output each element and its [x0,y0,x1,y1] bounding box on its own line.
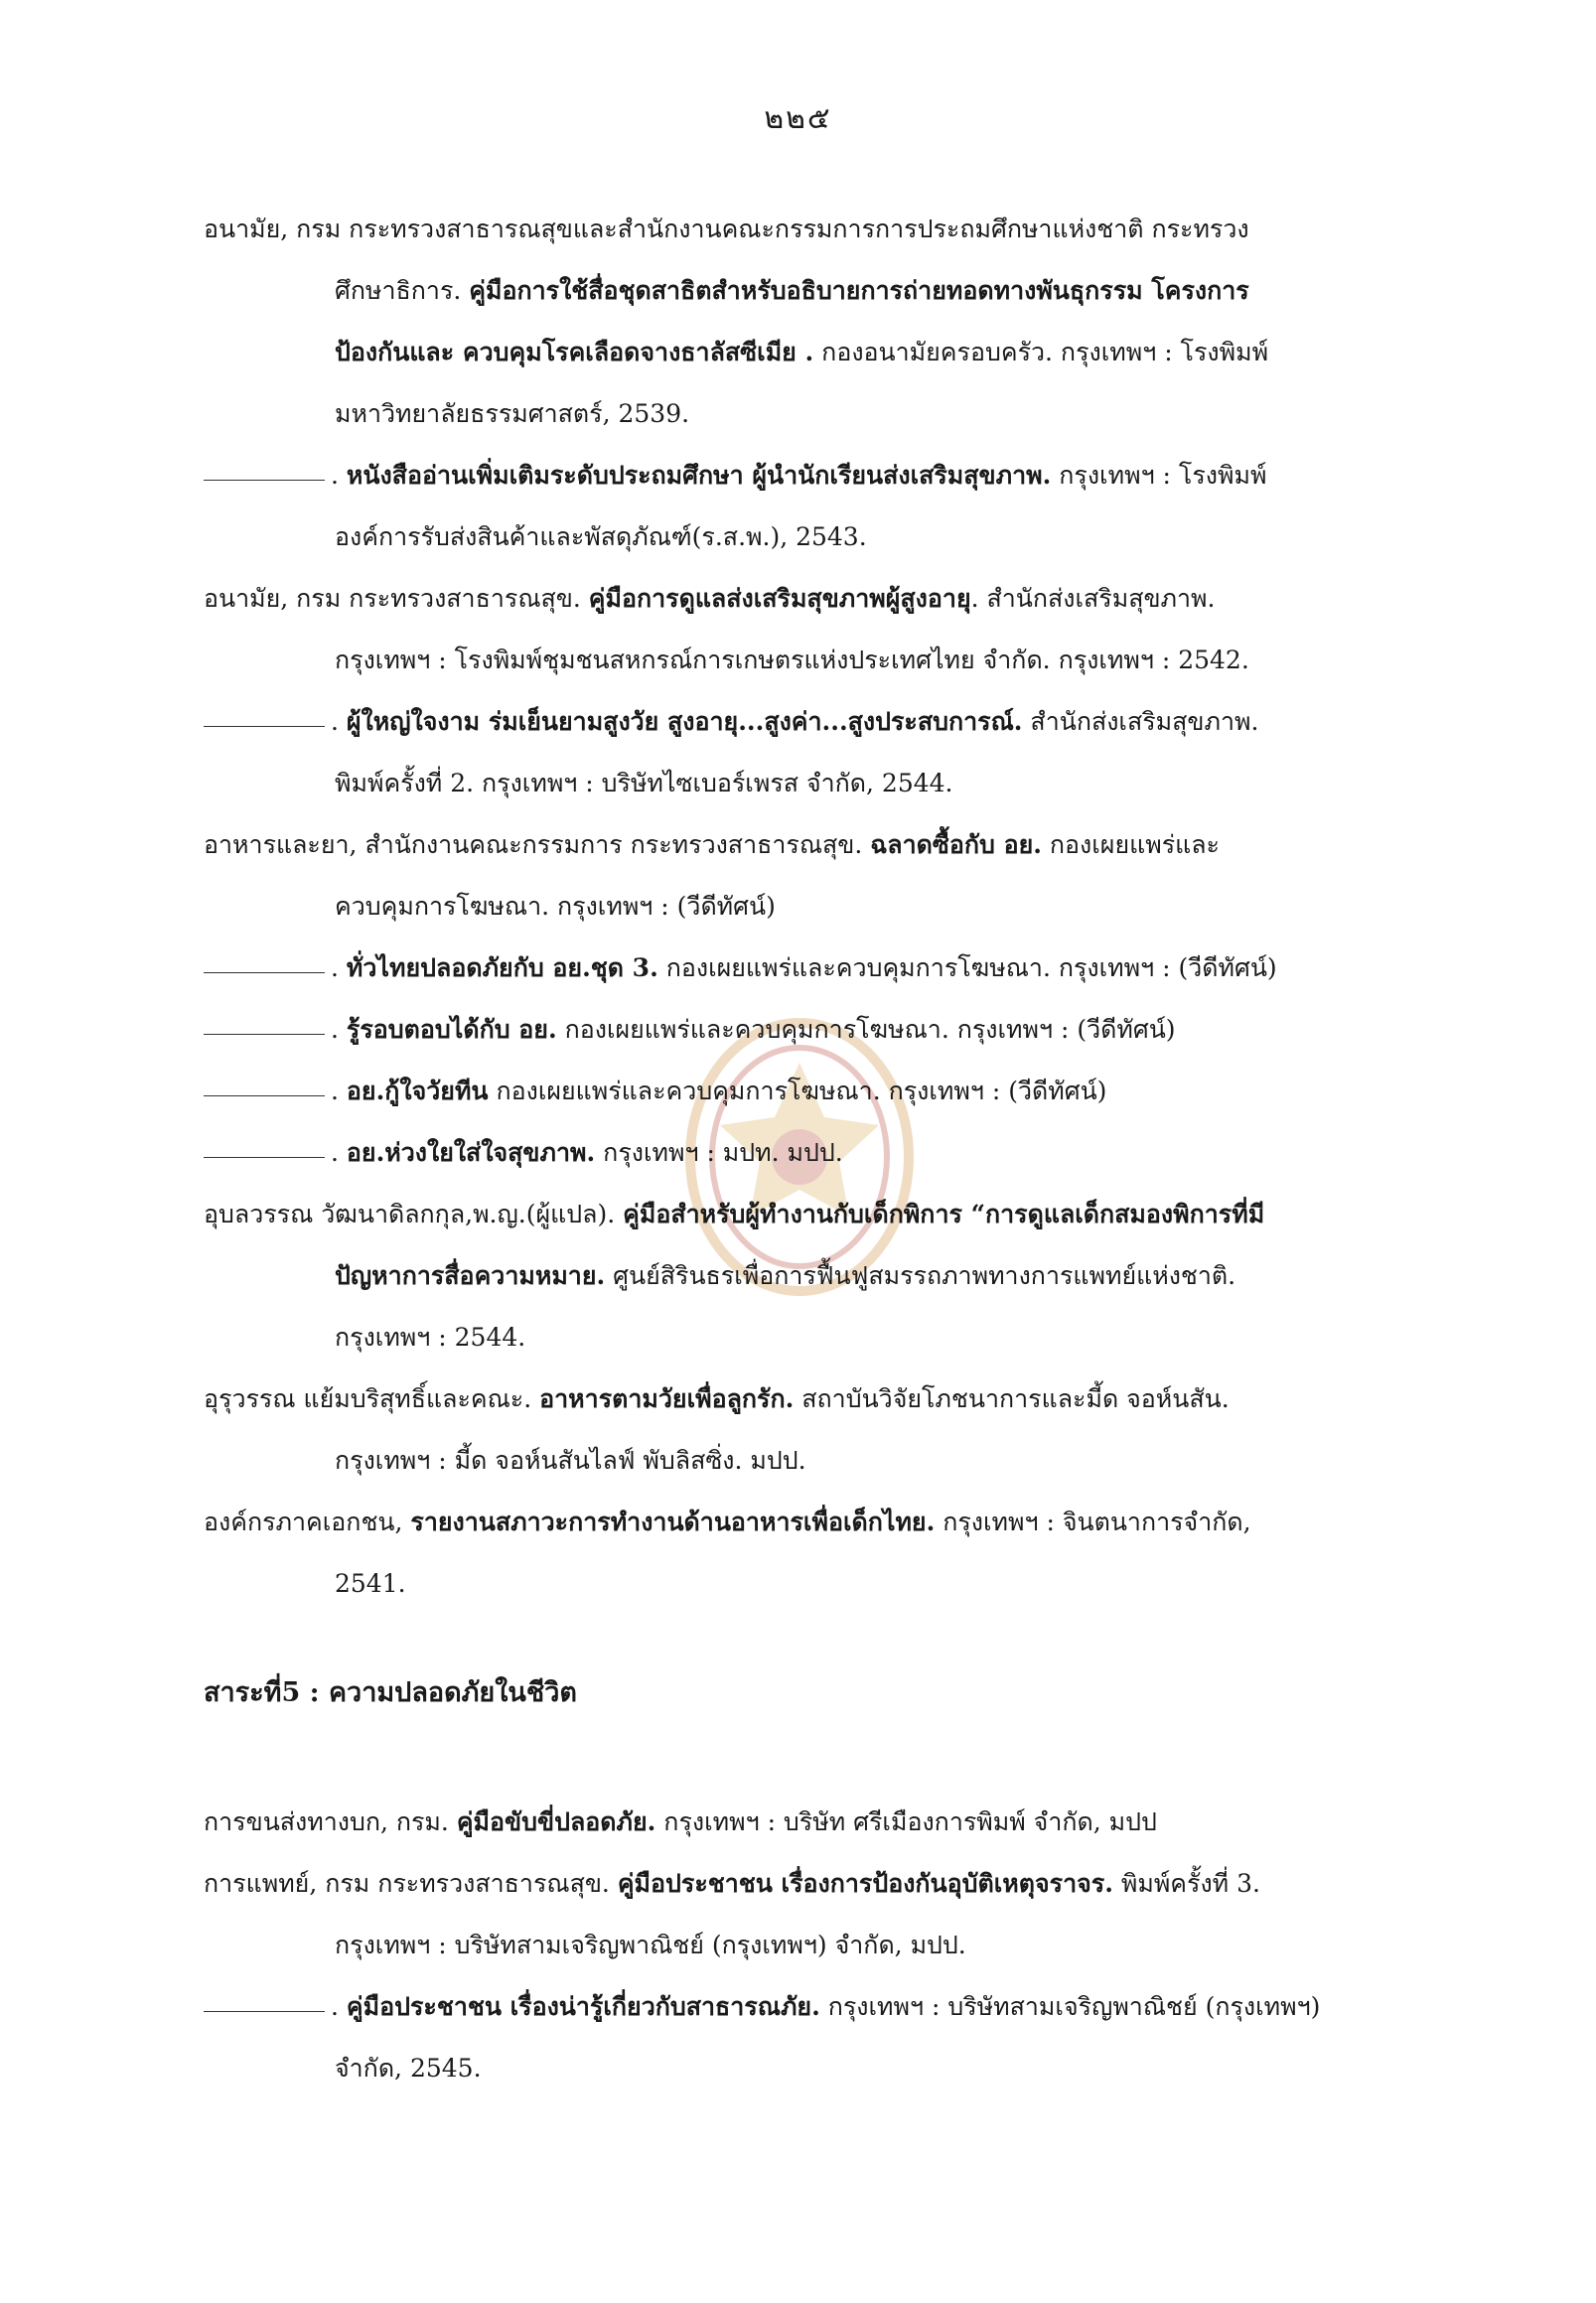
reference-text: กรุงเทพฯ : มี้ด จอห์นสันไลฟ์ พับลิสซิ่ง. มปป. [335,1446,806,1475]
reference-text: กรุงเทพฯ : โรงพิมพ์ [1051,461,1267,490]
reference-title: อย.กู้ใจวัยทีน [346,1077,489,1105]
reference-text: ศึกษาธิการ. [335,276,470,305]
reference-line [204,1553,1455,1615]
reference-line [204,1245,1455,1307]
reference-text: กรุงเทพฯ : บริษัทสามเจริญพาณิชย์ (กรุงเทพฯ) จำกัด, มปป. [335,1931,966,1959]
reference-line [204,1430,1455,1492]
reference-text: กรุงเทพฯ : มปท. มปป. [595,1138,843,1167]
reference-list [204,199,1455,1615]
reference-entry [204,1122,1455,1184]
reference-entry [204,1184,1455,1368]
reference-line [204,1915,1455,1976]
reference-text: กรุงเทพฯ : บริษัท ศรีเมืองการพิมพ์ จำกัด, มปป [655,1807,1157,1836]
repeat-author-dash [204,1034,325,1035]
reference-text: อุรุวรรณ แย้มบริสุทธิ์และคณะ. [204,1384,540,1413]
reference-text: กรุงเทพฯ : บริษัทสามเจริญพาณิชย์ (กรุงเทพฯ) [819,1992,1321,2021]
reference-text: . [331,461,347,490]
reference-entry [204,937,1455,999]
reference-line [204,1492,1455,1553]
reference-title: รู้รอบตอบได้กับ อย. [346,1015,557,1044]
reference-line [204,506,1455,568]
reference-line [204,1368,1455,1430]
reference-text: องค์กรภาคเอกชน, [204,1508,411,1536]
page-number: ๒๒๕ [764,101,832,136]
reference-title: คู่มือสำหรับผู้ทำงานกับเด็กพิการ “การดูแลเด็กสมองพิการที่มี [623,1200,1265,1228]
repeat-author-dash [204,726,325,727]
reference-title: ทั่วไทยปลอดภัยกับ อย.ชุด 3. [346,953,658,982]
reference-text: อุบลวรรณ วัฒนาดิลกกุล,พ.ญ.(ผู้แปล). [204,1200,624,1228]
reference-title: ฉลาดซื้อกับ อย. [870,830,1042,859]
reference-line [204,753,1455,814]
reference-line [204,999,1455,1061]
reference-line [204,691,1455,753]
reference-text: กองเผยแพร่และควบคุมการโฆษณา. กรุงเทพฯ : (วีดีทัศน์) [657,953,1277,982]
reference-text: การขนส่งทางบก, กรม. [204,1807,457,1836]
reference-entry [204,445,1455,568]
reference-entry [204,691,1455,814]
reference-title: คู่มือการใช้สื่อชุดสาธิตสำหรับอธิบายการถ่ายทอดทางพันธุกรรม โครงการ [469,276,1249,305]
reference-text: . [331,707,347,736]
reference-text: กรุงเทพฯ : 2544. [335,1323,526,1352]
reference-line [204,814,1455,876]
reference-text: . [331,1015,347,1044]
reference-text: กองเผยแพร่และควบคุมการโฆษณา. กรุงเทพฯ : (วีดีทัศน์) [556,1015,1176,1044]
reference-entry [204,1976,1455,2099]
reference-text: กองเผยแพร่และควบคุมการโฆษณา. กรุงเทพฯ : (วีดีทัศน์) [488,1077,1107,1105]
reference-title: คู่มือประชาชน เรื่องการป้องกันอุบัติเหตุจราจร. [617,1869,1113,1898]
reference-list-section5 [204,1792,1455,2099]
reference-entry [204,999,1455,1061]
reference-title: รายงานสภาวะการทำงานด้านอาหารเพื่อเด็กไทย. [410,1508,936,1536]
reference-line [204,1853,1455,1915]
reference-text: กองอนามัยครอบครัว. กรุงเทพฯ : โรงพิมพ์ [813,338,1269,366]
reference-title: ผู้ใหญ่ใจงาม ร่มเย็นยามสูงวัย สูงอายุ...สูงค่า...สูงประสบการณ์. [346,707,1023,736]
reference-text: . [331,1138,347,1167]
reference-text: จำกัด, 2545. [335,2054,482,2083]
reference-text: พิมพ์ครั้งที่ 3. [1112,1869,1260,1898]
reference-title: ปัญหาการสื่อความหมาย. [335,1261,606,1290]
reference-line [204,1061,1455,1122]
reference-title: คู่มือการดูแลส่งเสริมสุขภาพผู้สูงอายุ [588,584,971,613]
reference-entry [204,1061,1455,1122]
reference-text: มหาวิทยาลัยธรรมศาสตร์, 2539. [335,399,690,428]
reference-line [204,876,1455,937]
reference-text: สำนักส่งเสริมสุขภาพ. [1022,707,1259,736]
reference-entry [204,1853,1455,1976]
reference-entry [204,1492,1455,1615]
reference-text: กรุงเทพฯ : โรงพิมพ์ชุมชนสหกรณ์การเกษตรแห่งประเทศไทย จำกัด. กรุงเทพฯ : 2542. [335,646,1249,674]
reference-text: . [331,1077,347,1105]
repeat-author-dash [204,480,325,481]
reference-line [204,630,1455,691]
reference-entry [204,568,1455,691]
reference-entry [204,814,1455,937]
reference-text: องค์การรับส่งสินค้าและพัสดุภัณฑ์(ร.ส.พ.), 2543. [335,522,867,551]
reference-title: หนังสืออ่านเพิ่มเติมระดับประถมศึกษา ผู้นำนักเรียนส่งเสริมสุขภาพ. [346,461,1052,490]
reference-text: . [331,953,347,982]
reference-text: สถาบันวิจัยโภชนาการและมี้ด จอห์นสัน. [794,1384,1230,1413]
reference-line [204,1792,1455,1853]
reference-text: พิมพ์ครั้งที่ 2. กรุงเทพฯ : บริษัทไซเบอร์เพรส จำกัด, 2544. [335,769,953,797]
reference-text: อนามัย, กรม กระทรวงสาธารณสุข. [204,584,589,613]
reference-title: คู่มือประชาชน เรื่องน่ารู้เกี่ยวกับสาธารณภัย. [346,1992,820,2021]
repeat-author-dash [204,1095,325,1096]
reference-title: อย.ห่วงใยใส่ใจสุขภาพ. [346,1138,596,1167]
reference-title: ป้องกันและ ควบคุมโรคเลือดจางธาลัสซีเมีย . [335,338,814,366]
reference-line [204,1184,1455,1245]
reference-line [204,383,1455,445]
reference-text: 2541. [335,1569,406,1598]
reference-text: กองเผยแพร่และ [1041,830,1220,859]
reference-text: ควบคุมการโฆษณา. กรุงเทพฯ : (วีดีทัศน์) [335,892,776,921]
reference-text: กรุงเทพฯ : จินตนาการจำกัด, [935,1508,1251,1536]
reference-line [204,445,1455,506]
reference-line [204,1307,1455,1368]
reference-text: ศูนย์สิรินธรเพื่อการฟื้นฟูสมรรถภาพทางการแพทย์แห่งชาติ. [605,1261,1236,1290]
reference-line [204,937,1455,999]
reference-text: การแพทย์, กรม กระทรวงสาธารณสุข. [204,1869,618,1898]
section-heading: สาระที่5 : ความปลอดภัยในชีวิต [204,1677,577,1708]
reference-title: อาหารตามวัยเพื่อลูกรัก. [539,1384,795,1413]
reference-text: อนามัย, กรม กระทรวงสาธารณสุขและสำนักงานคณะกรรมการการประถมศึกษาแห่งชาติ กระทรวง [204,215,1249,243]
reference-entry [204,199,1455,445]
repeat-author-dash [204,1157,325,1158]
reference-line [204,1122,1455,1184]
reference-text: . [331,1992,347,2021]
reference-text: . สำนักส่งเสริมสุขภาพ. [970,584,1216,613]
repeat-author-dash [204,972,325,973]
reference-text: อาหารและยา, สำนักงานคณะกรรมการ กระทรวงสาธารณสุข. [204,830,871,859]
reference-title: คู่มือขับขี่ปลอดภัย. [456,1807,656,1836]
reference-line [204,568,1455,630]
reference-line [204,1976,1455,2038]
reference-line [204,260,1455,322]
reference-line [204,2038,1455,2099]
reference-entry [204,1368,1455,1492]
reference-line [204,199,1455,260]
repeat-author-dash [204,2011,325,2012]
reference-entry [204,1792,1455,1853]
reference-line [204,322,1455,383]
